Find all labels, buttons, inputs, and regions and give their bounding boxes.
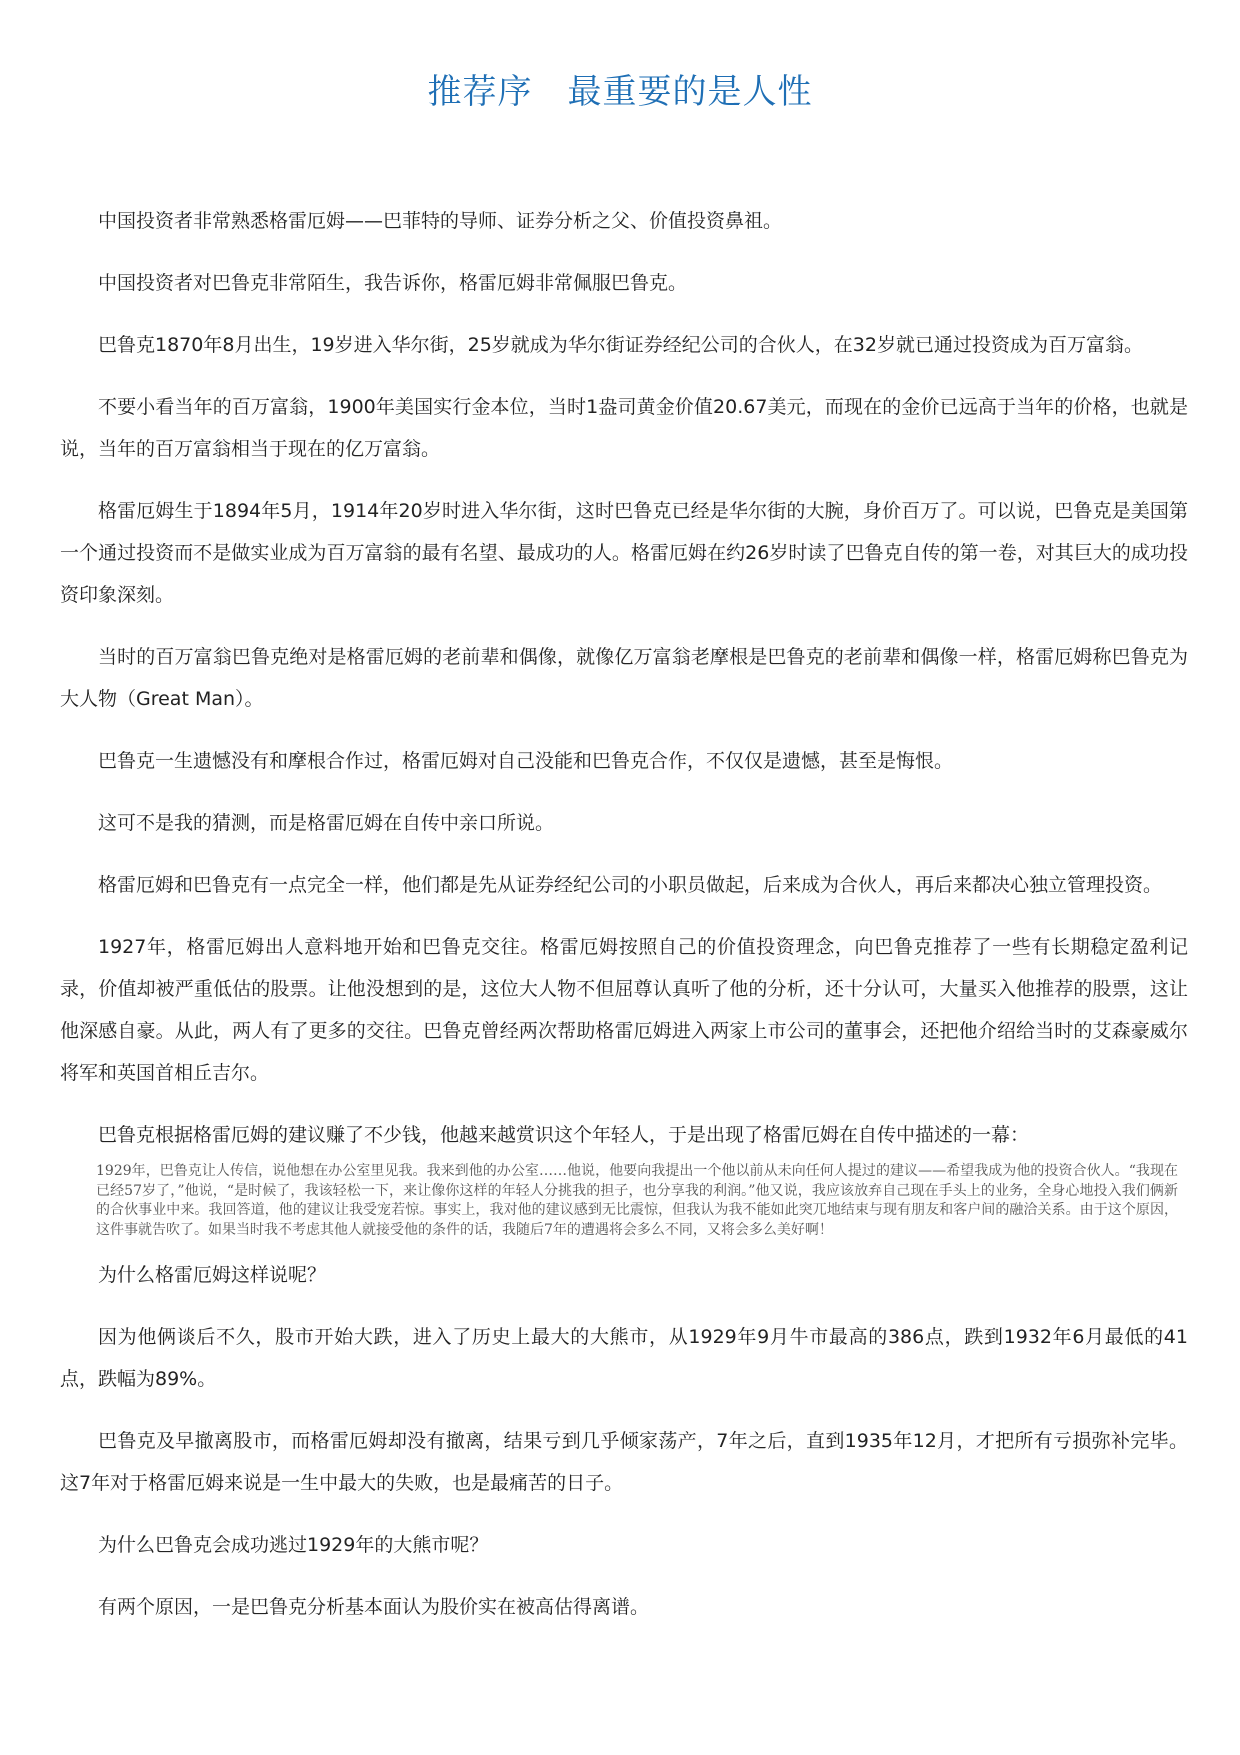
paragraph: 格雷厄姆生于1894年5月，1914年20岁时进入华尔街，这时巴鲁克已经是华尔街的大腕，身价百万了。可以说，巴鲁克是美国第一个通过投资而不是做实业成为百万富翁的最有名望、最成功的人。格雷厄姆在约26岁时读了巴鲁克自传的第一卷，对其巨大的成功投资印象深刻。 <box>60 500 1188 606</box>
paragraph: 这可不是我的猜测，而是格雷厄姆在自传中亲口所说。 <box>98 812 555 834</box>
paragraph: 1927年，格雷厄姆出人意料地开始和巴鲁克交往。格雷厄姆按照自己的价值投资理念，向巴鲁克推荐了一些有长期稳定盈利记录，价值却被严重低估的股票。让他没想到的是，这位大人物不但屈尊认真听了他的分析，还十分认可，大量买入他推荐的股票，这让他深感自豪。从此，两人有了更多的交往。巴鲁克曾经两次帮助格雷厄姆进入两家上市公司的董事会，还把他介绍给当时的艾森豪威尔将军和英国首相丘吉尔。 <box>60 936 1188 1084</box>
block-quote: 1929年，巴鲁克让人传信，说他想在办公室里见我。我来到他的办公室……他说，他要向我提出一个他以前从未向任何人提过的建议——希望我成为他的投资合伙人。“我现在已经57岁了，”他说，“是时候了，我该轻松一下，来让像你这样的年轻人分挑我的担子，也分享我的利润。”他又说，我应该放弃自己现在手头上的业务，全身心地投入我们俩新的合伙事业中来。我回答道，他的建议让我受宠若惊。事实上，我对他的建议感到无比震惊，但我认为我不能如此突兀地结束与现有朋友和客户间的融洽关系。由于这个原因，这件事就告吹了。如果当时我不考虑其他人就接受他的条件的话，我随后7年的遭遇将会多么不同，又将会多么美好啊！ <box>96 1163 1178 1238</box>
paragraph: 不要小看当年的百万富翁，1900年美国实行金本位，当时1盎司黄金价值20.67美元，而现在的金价已远高于当年的价格，也就是说，当年的百万富翁相当于现在的亿万富翁。 <box>60 396 1188 460</box>
page-title: 推荐序 最重要的是人性 <box>427 72 813 112</box>
paragraph: 当时的百万富翁巴鲁克绝对是格雷厄姆的老前辈和偶像，就像亿万富翁老摩根是巴鲁克的老前辈和偶像一样，格雷厄姆称巴鲁克为大人物（Great Man）。 <box>60 646 1188 710</box>
body-text <box>60 200 1188 1648</box>
paragraph: 有两个原因，一是巴鲁克分析基本面认为股价实在被高估得离谱。 <box>98 1596 650 1618</box>
paragraph: 为什么巴鲁克会成功逃过1929年的大熊市呢？ <box>98 1534 489 1556</box>
paragraph: 中国投资者非常熟悉格雷厄姆——巴菲特的导师、证券分析之父、价值投资鼻祖。 <box>98 210 783 232</box>
paragraph: 格雷厄姆和巴鲁克有一点完全一样，他们都是先从证券经纪公司的小职员做起，后来成为合伙人，再后来都决心独立管理投资。 <box>98 874 1163 896</box>
paragraph: 巴鲁克1870年8月出生，19岁进入华尔街，25岁就成为华尔街证券经纪公司的合伙人，在32岁就已通过投资成为百万富翁。 <box>98 334 1143 356</box>
paragraph: 因为他俩谈后不久，股市开始大跌，进入了历史上最大的大熊市，从1929年9月牛市最高的386点，跌到1932年6月最低的41点，跌幅为89%。 <box>60 1326 1188 1390</box>
paragraph: 为什么格雷厄姆这样说呢？ <box>98 1264 327 1286</box>
paragraph: 巴鲁克根据格雷厄姆的建议赚了不少钱，他越来越赏识这个年轻人，于是出现了格雷厄姆在自传中描述的一幕： <box>98 1124 1030 1146</box>
paragraph: 巴鲁克一生遗憾没有和摩根合作过，格雷厄姆对自己没能和巴鲁克合作，不仅仅是遗憾，甚至是悔恨。 <box>98 750 954 772</box>
paragraph: 巴鲁克及早撤离股市，而格雷厄姆却没有撤离，结果亏到几乎倾家荡产，7年之后，直到1935年12月，才把所有亏损弥补完毕。这7年对于格雷厄姆来说是一生中最大的失败，也是最痛苦的日子。 <box>60 1430 1188 1494</box>
paragraph: 中国投资者对巴鲁克非常陌生，我告诉你，格雷厄姆非常佩服巴鲁克。 <box>98 272 688 294</box>
